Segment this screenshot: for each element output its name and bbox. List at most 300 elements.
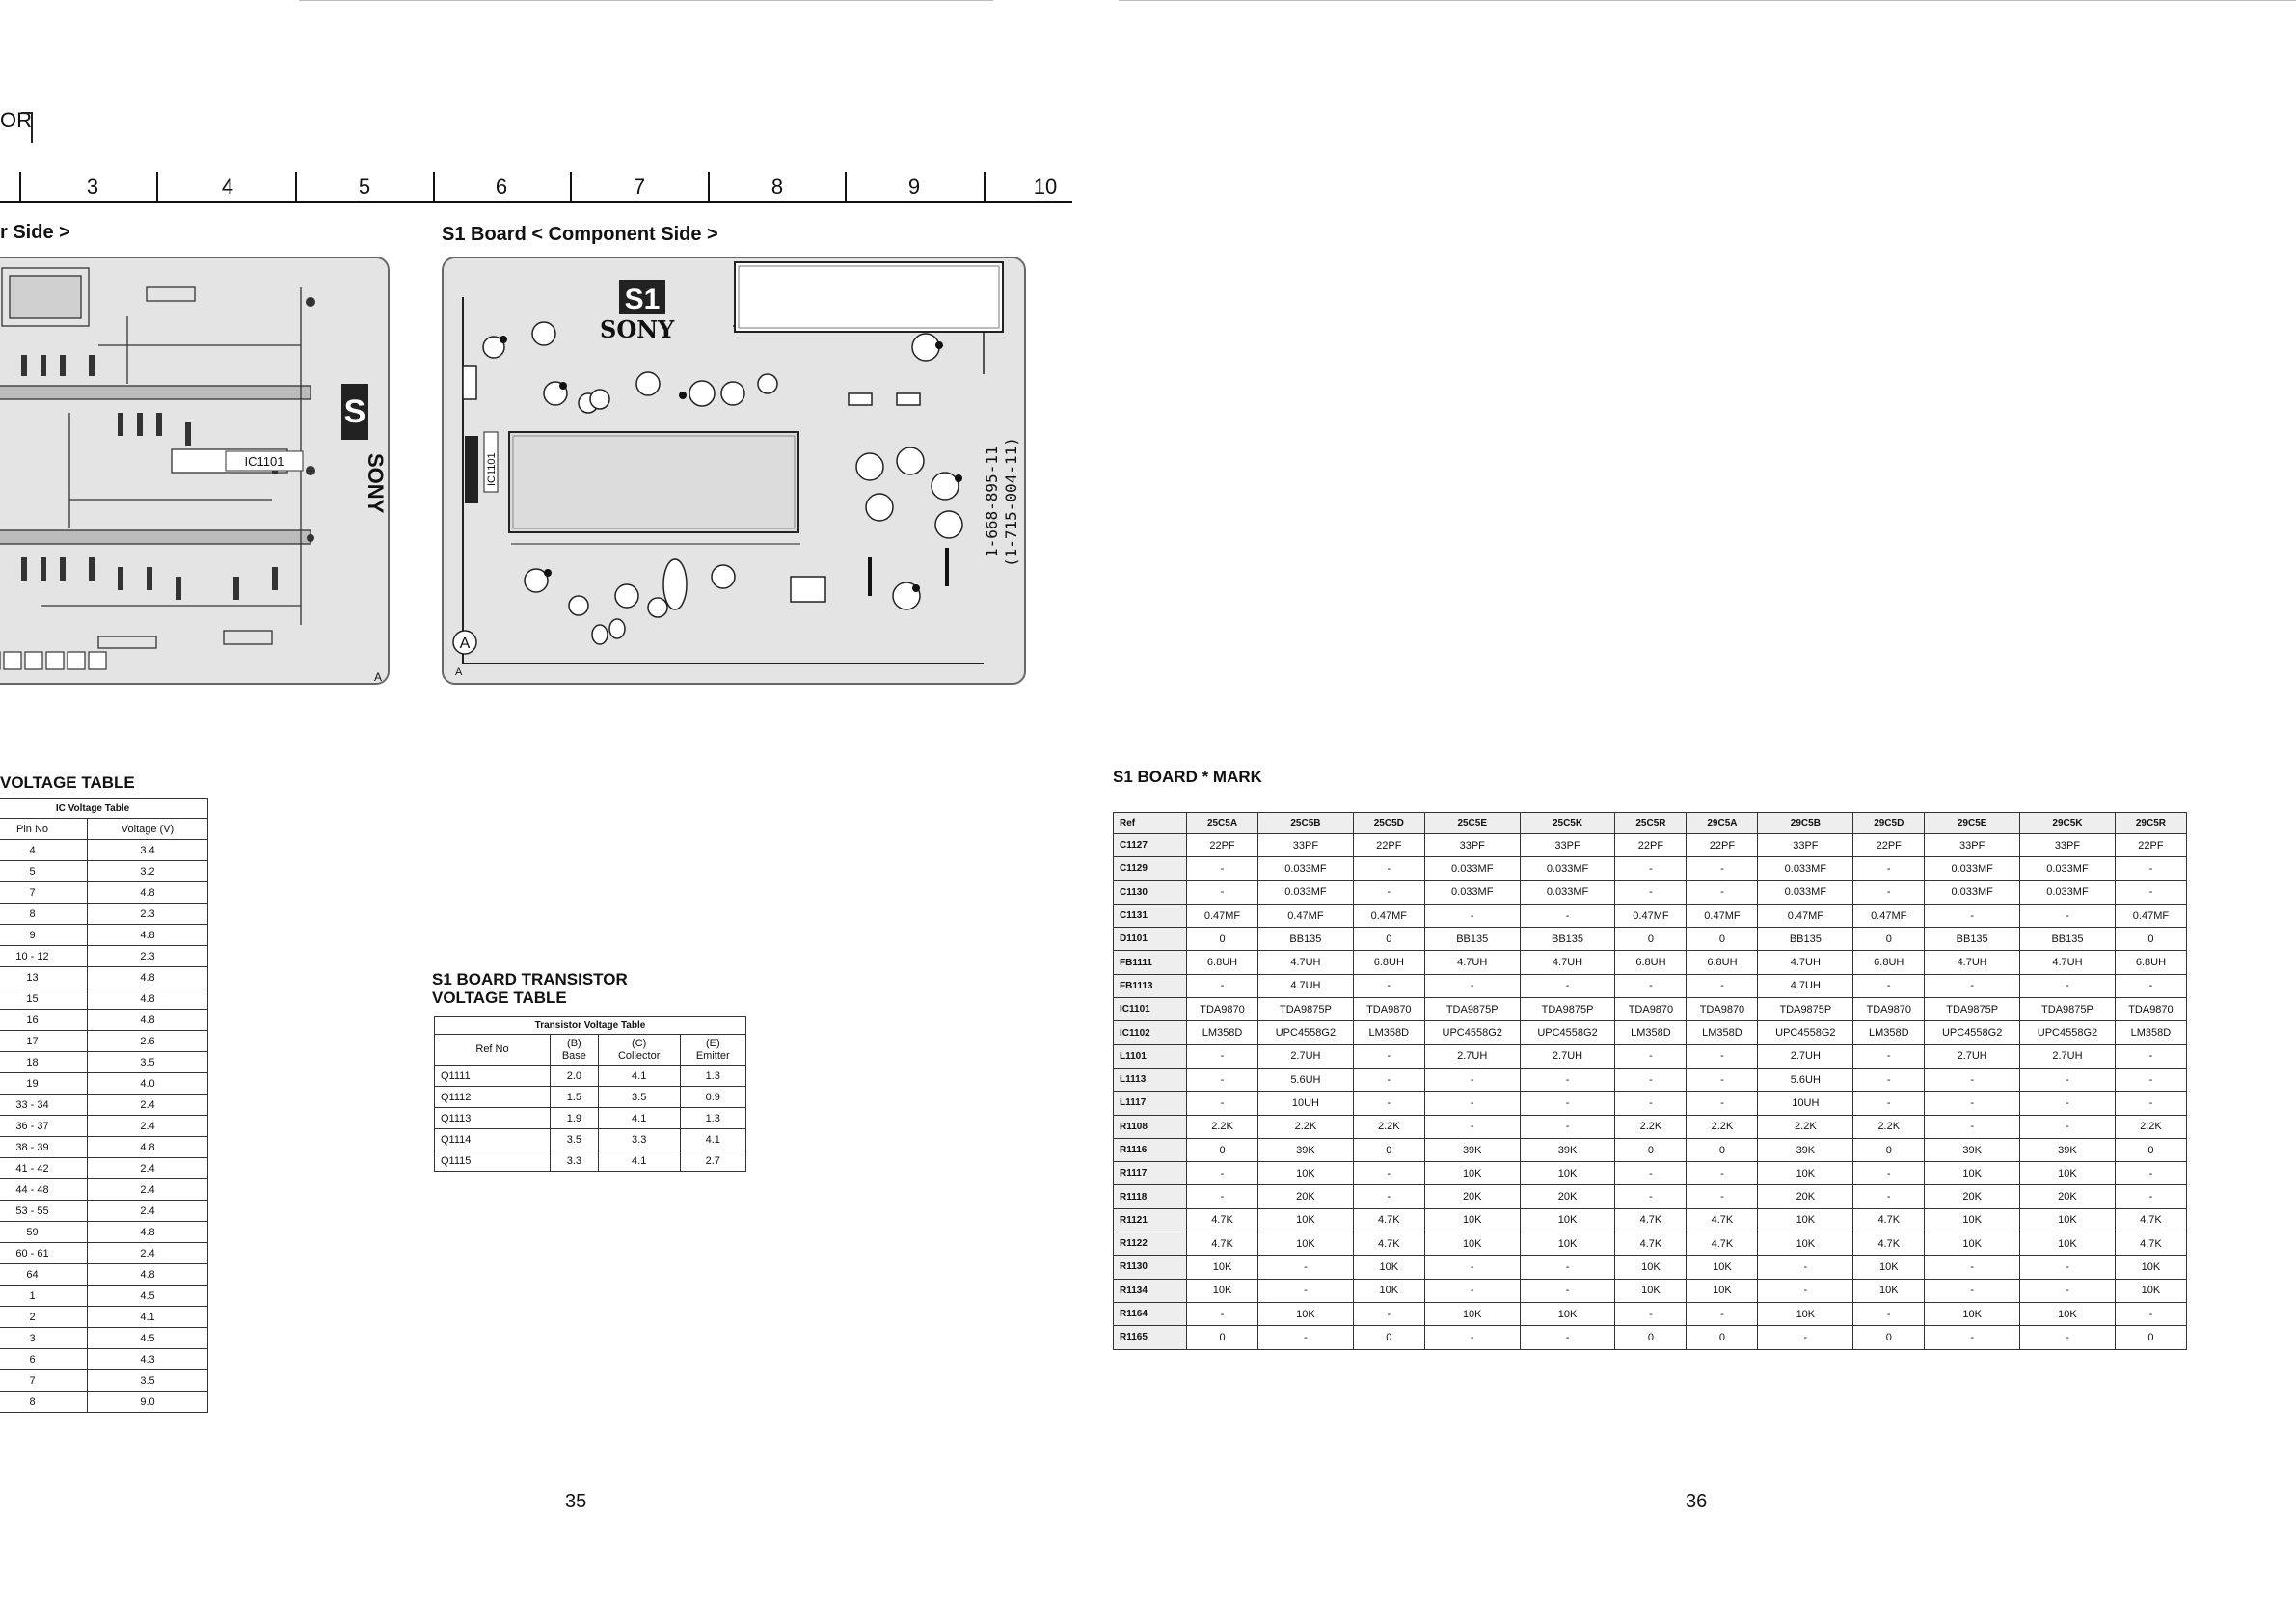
ic-voltage-cell: 4.5	[88, 1328, 208, 1349]
transistor-cell: 4.1	[680, 1129, 745, 1150]
table-row	[0, 1328, 208, 1349]
mark-ref-cell: D1101	[1114, 928, 1187, 951]
mark-value-cell: -	[1853, 1068, 1925, 1091]
mark-value-cell: 4.7UH	[1758, 951, 1853, 974]
transistor-cell: Q1111	[435, 1066, 551, 1087]
mark-value-cell: -	[1258, 1326, 1354, 1349]
table-row	[1114, 880, 2187, 904]
table-row	[0, 1243, 208, 1264]
transistor-cell: 1.3	[680, 1066, 745, 1087]
ic-pin-cell: 17	[0, 1031, 88, 1052]
mark-value-cell: -	[1925, 1279, 2020, 1302]
mark-value-cell: -	[2020, 1092, 2116, 1115]
top-hairline-left	[299, 0, 993, 1]
mark-value-cell: 10K	[1853, 1256, 1925, 1279]
mark-value-cell: 2.2K	[1187, 1115, 1258, 1138]
ic-pin-cell: 64	[0, 1264, 88, 1286]
mark-value-cell: 4.7K	[1687, 1232, 1758, 1256]
mark-value-cell: -	[1925, 1115, 2020, 1138]
ic-voltage-cell: 3.5	[88, 1052, 208, 1073]
table-row	[435, 1150, 746, 1172]
mark-value-cell: 4.7K	[2115, 1232, 2186, 1256]
mark-value-cell: 22PF	[1615, 834, 1687, 857]
left-board-image	[0, 257, 390, 685]
mark-value-cell: -	[1520, 1115, 1615, 1138]
mark-value-cell: -	[1520, 904, 1615, 927]
mark-ref-cell: R1122	[1114, 1232, 1187, 1256]
mark-value-cell: 10K	[2020, 1302, 2116, 1325]
mark-value-cell: TDA9875P	[1520, 998, 1615, 1021]
mark-value-cell: 0.033MF	[1520, 857, 1615, 880]
svg-text:S: S	[343, 393, 366, 430]
table-row	[0, 1116, 208, 1137]
mark-value-cell: 20K	[1258, 1185, 1354, 1208]
ic-pin-cell: 36 - 37	[0, 1116, 88, 1137]
mark-value-cell: TDA9870	[1687, 998, 1758, 1021]
ic-pin-cell: 19	[0, 1073, 88, 1095]
mark-ref-cell: FB1113	[1114, 974, 1187, 997]
table-row	[1114, 1232, 2187, 1256]
mark-value-cell: 0.033MF	[1925, 880, 2020, 904]
table-row	[0, 1264, 208, 1286]
mark-value-cell: BB135	[1925, 928, 2020, 951]
mark-value-cell: 10UH	[1758, 1092, 1853, 1115]
transistor-cell: 2.0	[551, 1066, 599, 1087]
mark-value-cell: -	[1853, 1302, 1925, 1325]
mark-value-cell: 0	[1615, 1326, 1687, 1349]
mark-value-cell: 6.8UH	[1615, 951, 1687, 974]
mark-value-cell: -	[1353, 1092, 1424, 1115]
mark-value-cell: 0.47MF	[2115, 904, 2186, 927]
page-number-right: 36	[1686, 1491, 1708, 1512]
mark-value-cell: 4.7UH	[2020, 951, 2116, 974]
mark-value-cell: TDA9875P	[1424, 998, 1520, 1021]
mark-ref-cell: R1118	[1114, 1185, 1187, 1208]
mark-value-cell: 0	[1353, 1138, 1424, 1161]
mark-value-cell: -	[1615, 974, 1687, 997]
mark-value-cell: -	[1925, 1068, 2020, 1091]
mark-value-cell: 0	[1853, 1138, 1925, 1161]
mark-value-cell: UPC4558G2	[2020, 1021, 2116, 1044]
ruler-tick	[845, 172, 847, 201]
ic-pin-cell: 3	[0, 1328, 88, 1349]
mark-value-cell: 39K	[2020, 1138, 2116, 1161]
ic-pin-cell: 16	[0, 1010, 88, 1031]
mark-value-cell: 10K	[1925, 1302, 2020, 1325]
mark-value-cell: -	[2020, 1279, 2116, 1302]
mark-value-cell: -	[1687, 1302, 1758, 1325]
mark-value-cell: 4.7K	[1353, 1208, 1424, 1232]
mark-value-cell: 10K	[1258, 1232, 1354, 1256]
mark-value-cell: 10K	[1520, 1302, 1615, 1325]
transistor-cell: Q1113	[435, 1108, 551, 1129]
mark-header-cell: 25C5B	[1258, 813, 1354, 834]
mark-ref-cell: C1131	[1114, 904, 1187, 927]
transistor-cell: 1.9	[551, 1108, 599, 1129]
mark-value-cell: 22PF	[2115, 834, 2186, 857]
mark-value-cell: -	[1520, 1256, 1615, 1279]
mark-value-cell: 2.7UH	[1520, 1044, 1615, 1068]
ruler-number: 9	[907, 175, 921, 199]
mark-value-cell: -	[1758, 1326, 1853, 1349]
table-row	[0, 904, 208, 925]
mark-value-cell: 4.7K	[1187, 1208, 1258, 1232]
mark-value-cell: BB135	[1758, 928, 1853, 951]
mark-value-cell: 10K	[1853, 1279, 1925, 1302]
ic-pin-cell: 33 - 34	[0, 1095, 88, 1116]
transistor-cell: 1.5	[551, 1087, 599, 1108]
mark-value-cell: 0	[1187, 1138, 1258, 1161]
table-row	[435, 1129, 746, 1150]
mark-value-cell: -	[1615, 1302, 1687, 1325]
mark-value-cell: -	[1925, 1256, 2020, 1279]
mark-ref-cell: C1129	[1114, 857, 1187, 880]
ic-pin-cell: 4	[0, 840, 88, 861]
table-row	[1114, 1092, 2187, 1115]
table-row	[0, 967, 208, 988]
ruler-tick	[433, 172, 435, 201]
mark-value-cell: 10K	[1258, 1208, 1354, 1232]
mark-value-cell: 10K	[1758, 1302, 1853, 1325]
table-row	[435, 1108, 746, 1129]
mark-value-cell: LM358D	[1687, 1021, 1758, 1044]
left-board-brand: SONY	[364, 453, 388, 514]
mark-value-cell: -	[1925, 974, 2020, 997]
mark-header-cell: 29C5R	[2115, 813, 2186, 834]
table-row	[1114, 998, 2187, 1021]
mark-value-cell: -	[1258, 1279, 1354, 1302]
ic-voltage-body	[0, 840, 208, 1413]
mark-value-cell: 22PF	[1687, 834, 1758, 857]
mark-value-cell: -	[1353, 880, 1424, 904]
ic-pin-cell: 8	[0, 904, 88, 925]
mark-value-cell: TDA9875P	[1925, 998, 2020, 1021]
mark-ref-cell: L1113	[1114, 1068, 1187, 1091]
mark-value-cell: 0	[1615, 928, 1687, 951]
mark-value-cell: 10K	[1520, 1232, 1615, 1256]
table-row	[0, 1349, 208, 1370]
ruler-number: 7	[633, 175, 646, 199]
table-row	[0, 1137, 208, 1158]
mark-value-cell: 0	[1687, 1138, 1758, 1161]
ic-pin-cell: 38 - 39	[0, 1137, 88, 1158]
mark-value-cell: -	[1520, 1326, 1615, 1349]
mark-value-cell: 10K	[2115, 1279, 2186, 1302]
right-board-part-number-2: (1-715-004-11)	[1002, 437, 1020, 567]
right-board-image	[442, 257, 1026, 685]
mark-value-cell: 0	[1687, 1326, 1758, 1349]
ic-voltage-cell: 2.4	[88, 1116, 208, 1137]
ruler-tick	[708, 172, 710, 201]
mark-value-cell: 0.47MF	[1258, 904, 1354, 927]
mark-value-cell: -	[1853, 1044, 1925, 1068]
table-row	[1114, 1185, 2187, 1208]
ic-voltage-cell: 3.2	[88, 861, 208, 882]
mark-ref-cell: L1101	[1114, 1044, 1187, 1068]
mark-value-cell: -	[1353, 857, 1424, 880]
mark-ref-cell: R1134	[1114, 1279, 1187, 1302]
mark-value-cell: -	[1615, 857, 1687, 880]
table-row	[0, 1222, 208, 1243]
mark-value-cell: 39K	[1424, 1138, 1520, 1161]
mark-value-cell: 33PF	[1758, 834, 1853, 857]
mark-value-cell: -	[1424, 1068, 1520, 1091]
transistor-cell: 1.3	[680, 1108, 745, 1129]
mark-value-cell: -	[1424, 1115, 1520, 1138]
table-row	[435, 1066, 746, 1087]
mark-value-cell: -	[1925, 1326, 2020, 1349]
table-row	[0, 840, 208, 861]
mark-value-cell: 10K	[1925, 1208, 2020, 1232]
mark-value-cell: -	[1187, 1044, 1258, 1068]
mark-value-cell: 4.7UH	[1258, 974, 1354, 997]
mark-value-cell: 0.033MF	[2020, 857, 2116, 880]
mark-value-cell: -	[1758, 1279, 1853, 1302]
ic-voltage-table	[0, 798, 208, 1413]
mark-value-cell: 4.7UH	[1424, 951, 1520, 974]
mark-value-cell: -	[1615, 1044, 1687, 1068]
mark-value-cell: -	[1615, 880, 1687, 904]
right-board-corner-letter: A	[455, 666, 463, 678]
mark-value-cell: 10K	[2020, 1162, 2116, 1185]
ic-voltage-cell: 2.4	[88, 1179, 208, 1201]
mark-value-cell: 6.8UH	[1853, 951, 1925, 974]
mark-value-cell: BB135	[1520, 928, 1615, 951]
mark-value-cell: -	[1925, 904, 2020, 927]
mark-value-cell: 4.7K	[2115, 1208, 2186, 1232]
mark-ref-cell: FB1111	[1114, 951, 1187, 974]
mark-value-cell: 0.033MF	[1758, 880, 1853, 904]
top-hairline-right	[1119, 0, 2296, 1]
mark-value-cell: -	[2115, 1185, 2186, 1208]
table-row	[0, 1095, 208, 1116]
mark-value-cell: 4.7K	[1353, 1232, 1424, 1256]
table-row	[0, 1052, 208, 1073]
mark-value-cell: -	[1424, 1279, 1520, 1302]
mark-value-cell: 10K	[1424, 1208, 1520, 1232]
mark-value-cell: 5.6UH	[1758, 1068, 1853, 1091]
transistor-table	[434, 1016, 746, 1172]
ic-pin-cell: 9	[0, 925, 88, 946]
mark-ref-cell: R1130	[1114, 1256, 1187, 1279]
mark-value-cell: 22PF	[1353, 834, 1424, 857]
ic-pin-cell: 7	[0, 882, 88, 904]
mark-value-cell: -	[1353, 1185, 1424, 1208]
mark-ref-cell: R1164	[1114, 1302, 1187, 1325]
mark-value-cell: 10K	[1615, 1256, 1687, 1279]
table-row	[0, 1370, 208, 1392]
mark-value-cell: UPC4558G2	[1758, 1021, 1853, 1044]
mark-ref-cell: C1130	[1114, 880, 1187, 904]
mark-value-cell: -	[1853, 1162, 1925, 1185]
mark-value-cell: 10K	[1353, 1256, 1424, 1279]
transistor-header-cell: (B) Base	[551, 1035, 599, 1066]
table-row	[1114, 857, 2187, 880]
mark-header-cell: 25C5K	[1520, 813, 1615, 834]
right-board-marker-letter: A	[459, 636, 471, 652]
header-fragment: OR	[0, 108, 32, 132]
table-row	[1114, 1044, 2187, 1068]
mark-value-cell: 2.2K	[1353, 1115, 1424, 1138]
mark-value-cell: 10K	[1187, 1279, 1258, 1302]
table-row	[0, 861, 208, 882]
mark-value-cell: 20K	[2020, 1185, 2116, 1208]
table-row	[0, 1392, 208, 1413]
transistor-title-line1: S1 BOARD TRANSISTOR	[432, 970, 628, 988]
right-board-logo: S1	[624, 284, 661, 315]
mark-value-cell: -	[1187, 1092, 1258, 1115]
mark-value-cell: 0	[1853, 1326, 1925, 1349]
table-row	[1114, 1279, 2187, 1302]
table-row	[0, 1158, 208, 1179]
mark-value-cell: 0.033MF	[2020, 880, 2116, 904]
ic-voltage-cell: 4.0	[88, 1073, 208, 1095]
mark-value-cell: -	[1187, 1162, 1258, 1185]
ruler-tick	[156, 172, 158, 201]
mark-value-cell: 0.033MF	[1758, 857, 1853, 880]
mark-value-cell: LM358D	[2115, 1021, 2186, 1044]
ruler-tick	[295, 172, 297, 201]
mark-value-cell: UPC4558G2	[1424, 1021, 1520, 1044]
table-row	[1114, 1326, 2187, 1349]
mark-value-cell: -	[1687, 974, 1758, 997]
mark-value-cell: -	[1187, 857, 1258, 880]
mark-value-cell: 4.7UH	[1258, 951, 1354, 974]
mark-value-cell: -	[1353, 1044, 1424, 1068]
ic-voltage-cell: 4.8	[88, 882, 208, 904]
ic-pin-cell: 7	[0, 1370, 88, 1392]
ruler-tick	[19, 172, 21, 201]
ic-pin-cell: 59	[0, 1222, 88, 1243]
mark-value-cell: -	[1187, 974, 1258, 997]
mark-value-cell: 10K	[2115, 1256, 2186, 1279]
mark-value-cell: 10K	[2020, 1208, 2116, 1232]
mark-value-cell: -	[2115, 880, 2186, 904]
ic-voltage-cell: 4.8	[88, 1222, 208, 1243]
ic-voltage-title: VOLTAGE TABLE	[0, 773, 135, 792]
mark-value-cell: -	[1687, 880, 1758, 904]
mark-value-cell: UPC4558G2	[1925, 1021, 2020, 1044]
mark-value-cell: UPC4558G2	[1520, 1021, 1615, 1044]
table-row	[1114, 904, 2187, 927]
mark-value-cell: -	[1187, 1302, 1258, 1325]
table-row	[1114, 834, 2187, 857]
ic-pin-cell: 53 - 55	[0, 1201, 88, 1222]
mark-value-cell: 4.7K	[1615, 1208, 1687, 1232]
mark-value-cell: 6.8UH	[1187, 951, 1258, 974]
mark-value-cell: -	[1187, 1068, 1258, 1091]
mark-value-cell: 2.2K	[1853, 1115, 1925, 1138]
mark-value-cell: UPC4558G2	[1258, 1021, 1354, 1044]
mark-value-cell: -	[1758, 1256, 1853, 1279]
ic-pin-cell: 44 - 48	[0, 1179, 88, 1201]
mark-value-cell: 0.47MF	[1687, 904, 1758, 927]
ic-voltage-cell: 2.4	[88, 1158, 208, 1179]
mark-value-cell: -	[2115, 1162, 2186, 1185]
mark-value-cell: 4.7K	[1687, 1208, 1758, 1232]
table-row	[0, 1073, 208, 1095]
table-row	[0, 1307, 208, 1328]
mark-value-cell: -	[2115, 857, 2186, 880]
mark-value-cell: -	[1687, 857, 1758, 880]
ic-voltage-cell: 4.1	[88, 1307, 208, 1328]
mark-value-cell: TDA9870	[1615, 998, 1687, 1021]
transistor-cell: Q1114	[435, 1129, 551, 1150]
mark-value-cell: 10K	[1258, 1302, 1354, 1325]
mark-title: S1 BOARD * MARK	[1113, 768, 1262, 786]
transistor-cell: Q1112	[435, 1087, 551, 1108]
mark-value-cell: 4.7K	[1853, 1232, 1925, 1256]
table-row	[1114, 1138, 2187, 1161]
mark-value-cell: 6.8UH	[1353, 951, 1424, 974]
mark-value-cell: TDA9875P	[1758, 998, 1853, 1021]
table-row	[1114, 1068, 2187, 1091]
mark-value-cell: 10K	[1520, 1162, 1615, 1185]
ic-voltage-cell: 3.4	[88, 840, 208, 861]
mark-value-cell: 0	[2115, 1326, 2186, 1349]
mark-value-cell: -	[1520, 1279, 1615, 1302]
ic-pin-cell: 6	[0, 1349, 88, 1370]
ic-voltage-cell: 4.8	[88, 1010, 208, 1031]
left-board-corner-letter: A	[374, 670, 383, 684]
mark-value-cell: -	[2115, 1068, 2186, 1091]
mark-value-cell: -	[1615, 1092, 1687, 1115]
mark-value-cell: 0	[1353, 928, 1424, 951]
mark-value-cell: 10K	[1424, 1232, 1520, 1256]
mark-value-cell: TDA9870	[1187, 998, 1258, 1021]
table-row	[0, 1286, 208, 1307]
mark-value-cell: 10K	[1687, 1256, 1758, 1279]
mark-value-cell: 6.8UH	[1687, 951, 1758, 974]
mark-value-cell: -	[2115, 1302, 2186, 1325]
mark-value-cell: TDA9870	[2115, 998, 2186, 1021]
ic-voltage-table-title: IC Voltage Table	[0, 799, 208, 819]
mark-value-cell: -	[2115, 1092, 2186, 1115]
mark-value-cell: -	[1424, 1092, 1520, 1115]
mark-value-cell: 0.033MF	[1925, 857, 2020, 880]
mark-value-cell: -	[1853, 857, 1925, 880]
mark-value-cell: 10K	[1925, 1162, 2020, 1185]
mark-value-cell: 10K	[1925, 1232, 2020, 1256]
mark-value-cell: 0.033MF	[1258, 857, 1354, 880]
table-row	[0, 1010, 208, 1031]
mark-value-cell: -	[1424, 1326, 1520, 1349]
mark-ref-cell: R1116	[1114, 1138, 1187, 1161]
table-row	[0, 1201, 208, 1222]
mark-ref-cell: R1117	[1114, 1162, 1187, 1185]
mark-value-cell: 4.7UH	[1925, 951, 2020, 974]
table-row	[1114, 1115, 2187, 1138]
mark-value-cell: -	[1687, 1162, 1758, 1185]
ic-voltage-cell: 4.8	[88, 1264, 208, 1286]
mark-value-cell: 10K	[1615, 1279, 1687, 1302]
mark-value-cell: 0.47MF	[1353, 904, 1424, 927]
mark-value-cell: 4.7K	[1853, 1208, 1925, 1232]
mark-ref-cell: C1127	[1114, 834, 1187, 857]
mark-value-cell: 2.2K	[2115, 1115, 2186, 1138]
mark-value-cell: -	[1615, 1185, 1687, 1208]
mark-value-cell: 5.6UH	[1258, 1068, 1354, 1091]
mark-value-cell: LM358D	[1353, 1021, 1424, 1044]
mark-value-cell: 39K	[1758, 1138, 1853, 1161]
mark-value-cell: 2.2K	[1758, 1115, 1853, 1138]
mark-value-cell: BB135	[1258, 928, 1354, 951]
ic-voltage-cell: 2.4	[88, 1201, 208, 1222]
mark-value-cell: 0	[1187, 1326, 1258, 1349]
transistor-cell: Q1115	[435, 1150, 551, 1172]
ruler-number: 8	[770, 175, 784, 199]
mark-value-cell: -	[1353, 1162, 1424, 1185]
